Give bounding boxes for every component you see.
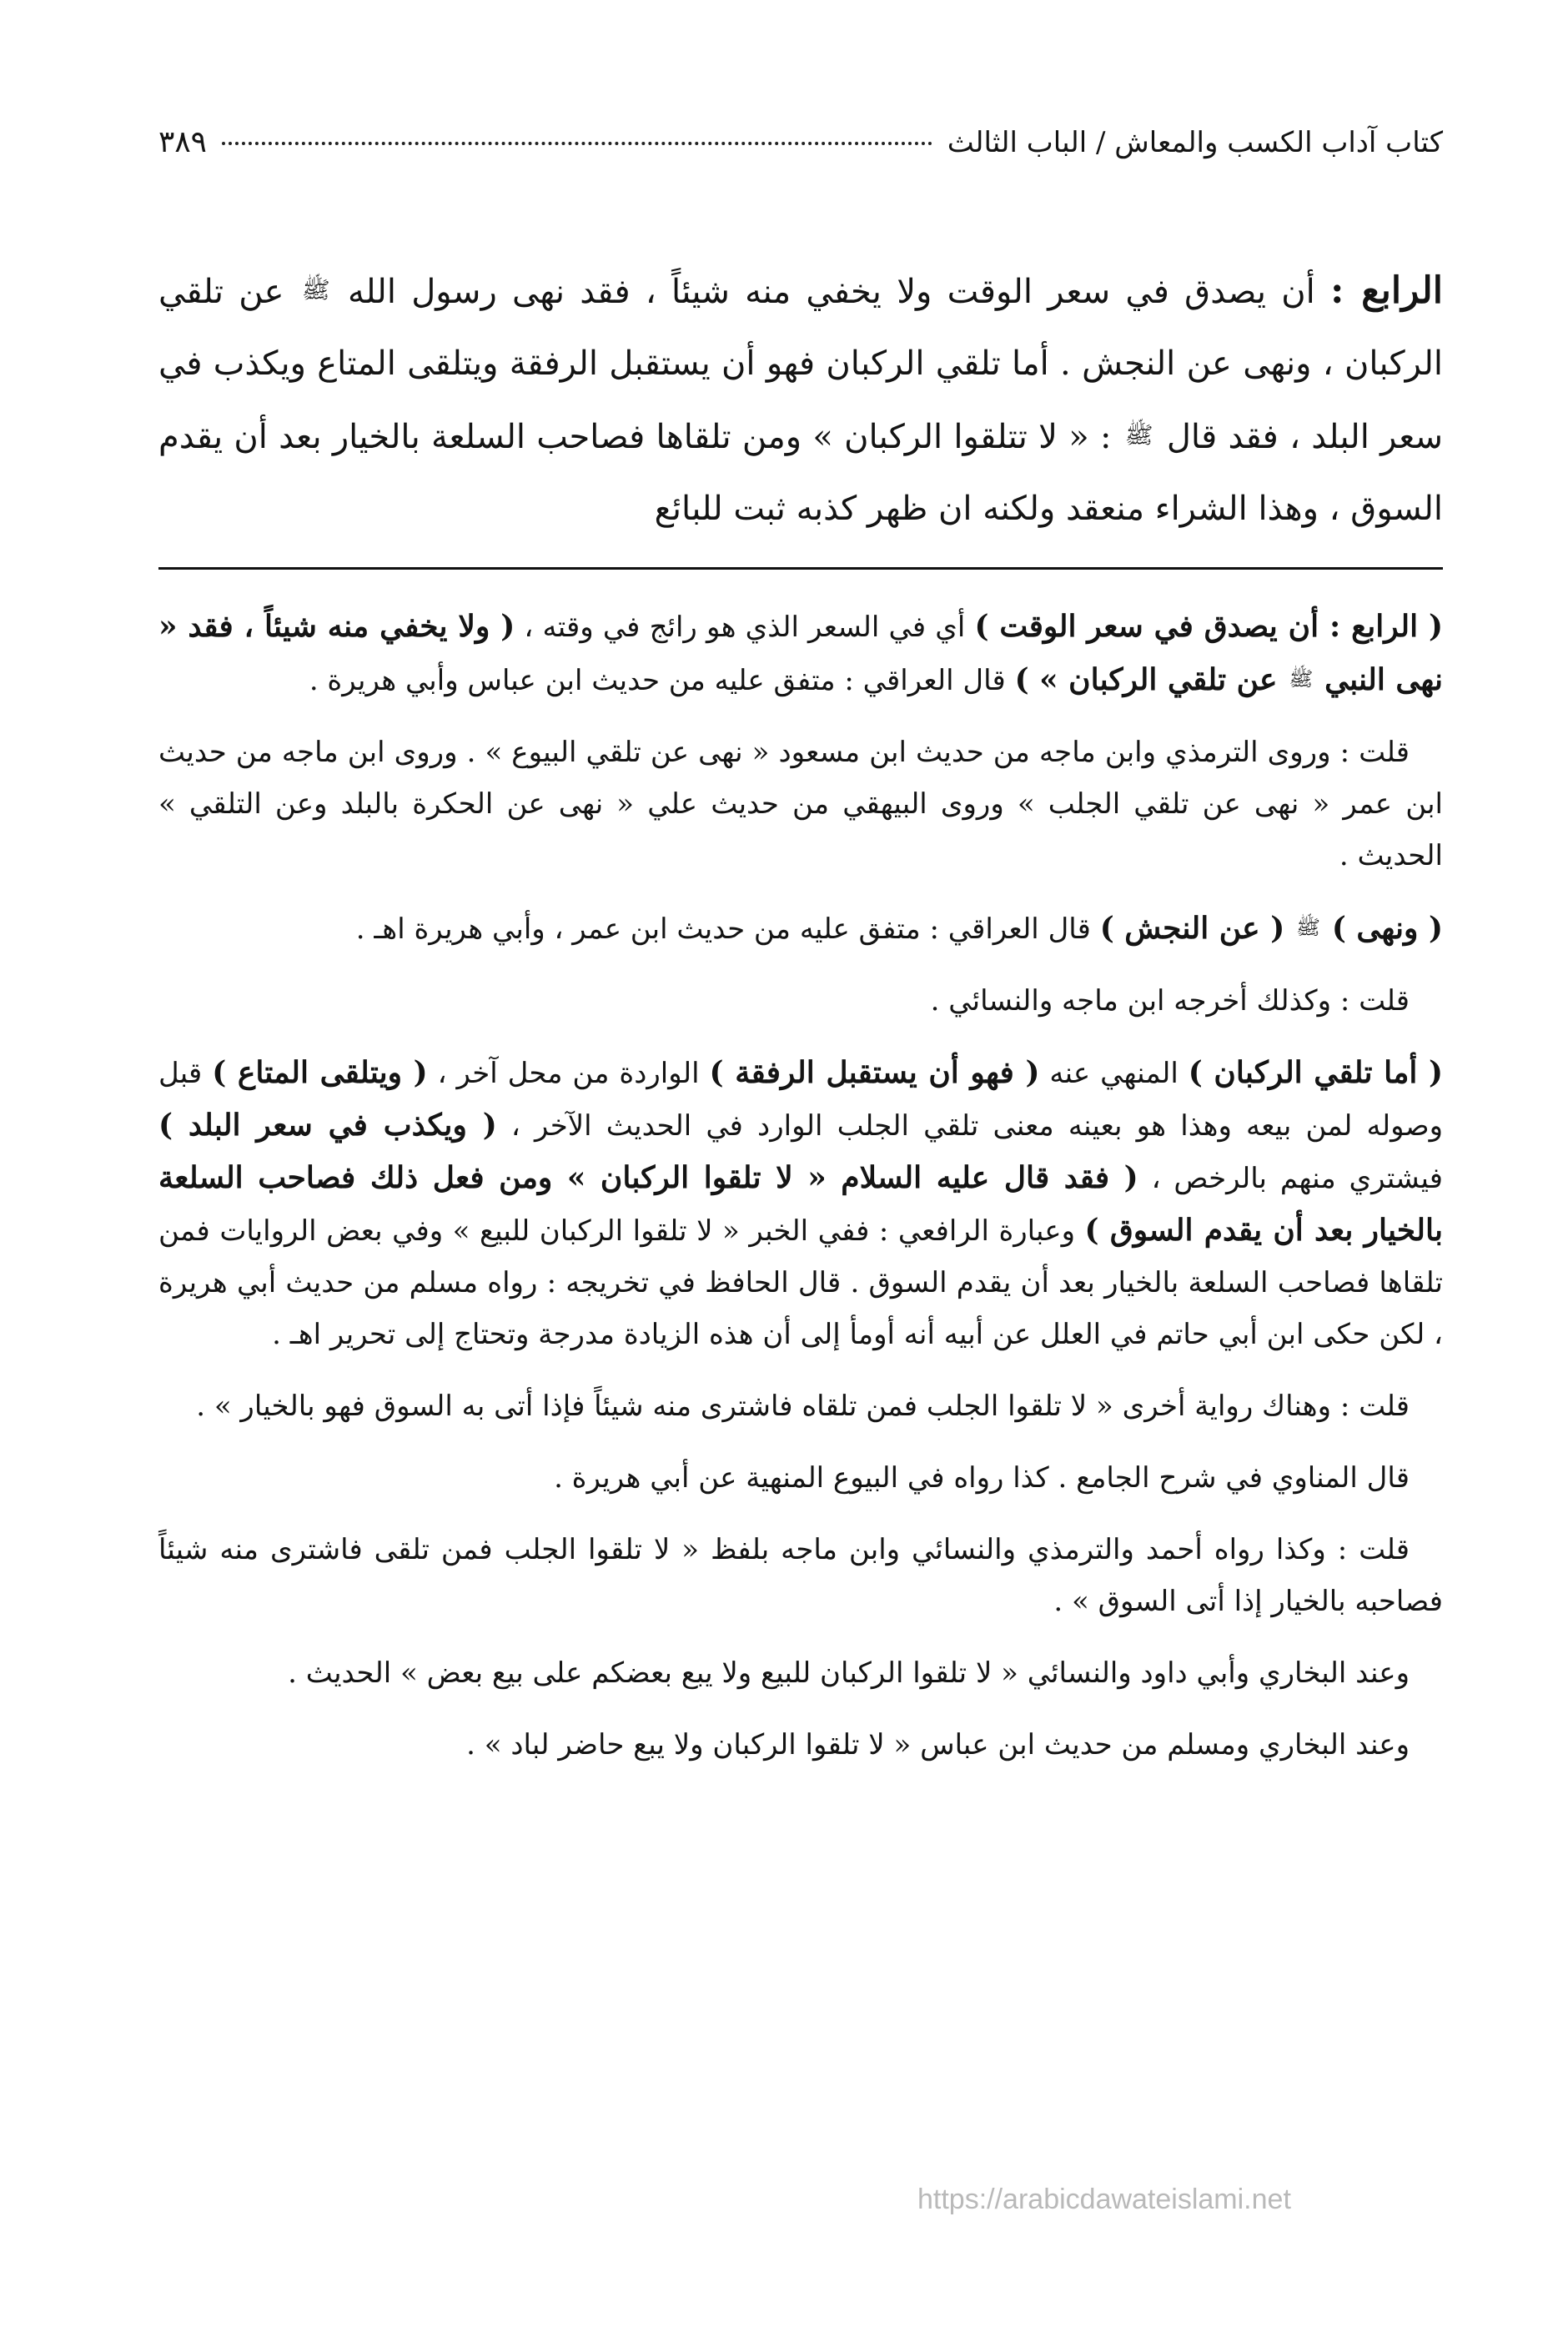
- commentary-text: أي في السعر الذي هو رائج في وقته ،: [524, 611, 966, 644]
- commentary-text: وعبارة الرافعي : ففي الخبر « لا تلقوا الركبان للبيع » وفي بعض الروايات فمن تلقاها فصاحب السلعة بالخيار بعد أن يقدم السوق . قال الحافظ في تخريجه : رواه مسلم من حديث أبي هريرة ، لكن حكى ابن أبي حاتم في العلل عن أبيه أنه أومأ إلى أن هذه الزيادة مدرجة وتحتاج إلى تحرير اهـ .: [158, 1214, 1443, 1351]
- lead-word: الرابع :: [1330, 269, 1444, 312]
- commentary-text: فيشتري منهم بالرخص ،: [1151, 1162, 1443, 1195]
- quoted-text: ( ويتلقى المتاع ): [212, 1055, 428, 1090]
- salutation-glyph: ﷺ: [301, 276, 330, 304]
- commentary-paragraph: [158, 1047, 1443, 1360]
- main-text-part-2: عن تلقي الركبان ، ونهى عن النجش . أما تلقي الركبان فهو أن يستقبل الرفقة ويتلقى المتاع ويكذب في سعر البلد ، فقد قال: [158, 273, 1444, 456]
- watermark-url: https://arabicdawateislami.net: [917, 2184, 1291, 2215]
- quoted-text: ( ولا يخفي منه شيئاً ، فقد « نهى النبي: [158, 609, 1443, 697]
- commentary-paragraph: قلت : وكذا رواه أحمد والترمذي والنسائي وابن ماجه بلفظ « لا تلقوا الجلب فمن تلقى فاشترى منه شيئاً فصاحبه بالخيار إذا أتى السوق » .: [158, 1533, 1443, 1618]
- quoted-text: عن تلقي الركبان » ): [1014, 662, 1278, 697]
- quoted-text: ( عن النجش ): [1099, 911, 1285, 946]
- quoted-text: ( أما تلقي الركبان ): [1188, 1055, 1444, 1090]
- commentary-paragraph: [158, 902, 1443, 955]
- commentary-paragraph: وعند البخاري ومسلم من حديث ابن عباس « لا تلقوا الركبان ولا يبع حاضر لباد » .: [466, 1728, 1410, 1762]
- main-text-part-3: : « لا تتلقوا الركبان » ومن تلقاها فصاحب السلعة بالخيار بعد أن يقدم السوق ، وهذا الشراء منعقد ولكنه ان ظهر كذبه ثبت للبائع: [158, 418, 1443, 528]
- commentary-text: الواردة من محل آخر ،: [437, 1057, 700, 1090]
- commentary-paragraph: وعند البخاري وأبي داود والنسائي « لا تلقوا الركبان للبيع ولا يبع بعضكم على بيع بعض » الحديث .: [288, 1656, 1410, 1690]
- salutation-glyph: ﷺ: [1124, 421, 1153, 449]
- commentary: [158, 601, 1443, 1791]
- quoted-text: ( ونهى ): [1331, 911, 1443, 946]
- book-page: [158, 125, 1443, 2260]
- main-text-part-1: أن يصدق في سعر الوقت ولا يخفي منه شيئاً ، فقد نهى رسول الله: [347, 273, 1315, 311]
- quoted-text: ( ويكذب في سعر البلد ): [158, 1108, 497, 1143]
- quoted-text: ( الرابع : أن يصدق في سعر الوقت ): [974, 609, 1444, 644]
- commentary-paragraph: [158, 601, 1443, 706]
- footnote-separator: [158, 567, 1443, 570]
- commentary-paragraph: قلت : وهناك رواية أخرى « لا تلقوا الجلب فمن تلقاه فاشترى منه شيئاً فإذا أتى به السوق فهو بالخيار » .: [196, 1390, 1410, 1423]
- quoted-text: ( فهو أن يستقبل الرفقة ): [709, 1055, 1040, 1090]
- salutation-glyph: ﷺ: [1296, 916, 1321, 939]
- commentary-paragraph: قلت : وروى الترمذي وابن ماجه من حديث ابن مسعود « نهى عن تلقي البيوع » . وروى ابن ماجه من حديث ابن عمر « نهى عن تلقي الجلب » وروى البيهقي من حديث علي « نهى عن الحكرة بالبلد وعن التلقي » الحديث .: [158, 736, 1443, 872]
- leader-dots: [222, 142, 932, 145]
- commentary-text: قال العراقي : متفق عليه من حديث ابن عباس وأبي هريرة .: [309, 664, 1006, 697]
- main-text: [158, 254, 1443, 545]
- salutation-glyph: ﷺ: [1289, 667, 1314, 691]
- commentary-text: قال العراقي : متفق عليه من حديث ابن عمر ، وأبي هريرة اهـ .: [355, 912, 1091, 946]
- page-number: ٣٨٩: [158, 125, 208, 159]
- chapter-title: كتاب آداب الكسب والمعاش / الباب الثالث: [947, 126, 1443, 159]
- commentary-text: المنهي عنه: [1049, 1057, 1179, 1090]
- commentary-paragraph: قلت : وكذلك أخرجه ابن ماجه والنسائي .: [930, 984, 1410, 1018]
- quoted-text: ( فقد قال عليه السلام « لا تلقوا الركبان » ومن فعل ذلك فصاحب السلعة بالخيار بعد أن يقدم السوق ): [158, 1160, 1443, 1248]
- main-paragraph: [158, 254, 1443, 545]
- commentary-paragraph: قال المناوي في شرح الجامع . كذا رواه في البيوع المنهية عن أبي هريرة .: [554, 1461, 1410, 1495]
- commentary-text: قبل وصوله لمن بيعه وهذا هو بعينه معنى تلقي الجلب الوارد في الحديث الآخر ،: [158, 1057, 1444, 1143]
- running-header: [158, 125, 1443, 175]
